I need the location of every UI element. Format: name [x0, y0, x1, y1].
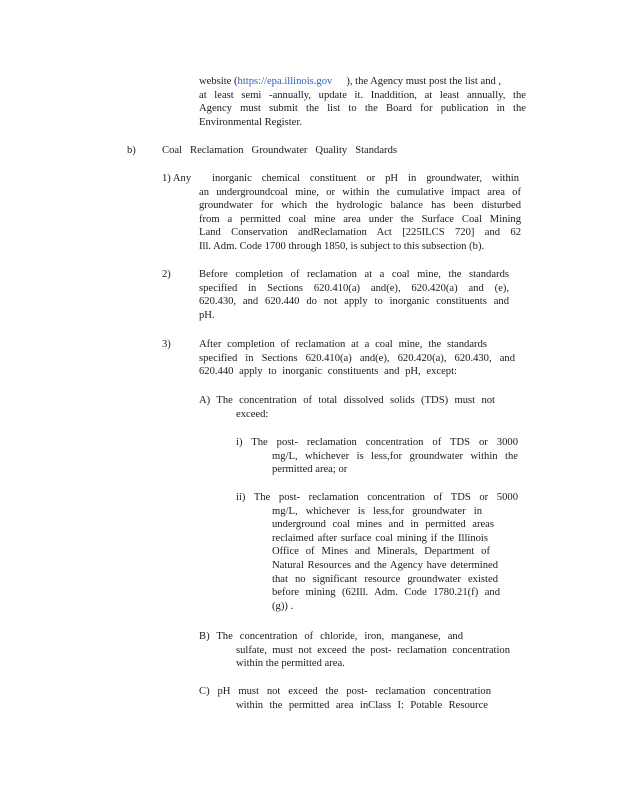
item-3-line: After completion of reclamation at a coal mine, the standards	[199, 339, 487, 350]
item-a-ii-line: (g)) .	[272, 600, 294, 612]
item-a-line: exceed:	[236, 408, 269, 420]
item-a-ii-line: reclaimed after surface coal mining if the Illinois	[272, 532, 488, 544]
item-a-i-line: permitted area; or	[272, 464, 348, 476]
item-a-i-text	[236, 436, 518, 450]
item-a-ii-first-line: ii) The post- reclamation concentration of TDS or 5000	[236, 492, 518, 503]
item-2-line: 620.430, and 620.440 do not apply to inorganic constituents and	[199, 296, 509, 308]
intro-line: Environmental Register.	[199, 116, 302, 128]
item-b-continuation	[236, 644, 510, 671]
item-a-ii-text	[236, 491, 518, 505]
item-a-ii-line: mg/L, whichever is less,for groundwater in	[272, 505, 482, 517]
item-1-line: inorganic chemical constituent or pH in groundwater, within	[212, 173, 519, 184]
section-b-marker: b)	[127, 145, 136, 156]
item-3-marker: 3)	[162, 339, 171, 350]
item-1-line: groundwater for which the hydrologic balance has been disturbed	[199, 200, 521, 212]
item-b-first-line: B) The concentration of chloride, iron, manganese, and	[199, 631, 463, 642]
intro-text: ), the Agency must post the list and ,	[346, 76, 502, 87]
item-3-text	[199, 338, 515, 379]
item-a-first-line: A) The concentration of total dissolved solids (TDS) must not	[199, 395, 495, 406]
item-c-continuation	[236, 699, 488, 713]
intro-paragraph	[199, 75, 526, 129]
intro-line: Agency must submit the list to the Board for publication in the	[199, 103, 526, 115]
epa-website-link[interactable]: https://epa.illinois.gov	[237, 76, 333, 87]
item-a-ii-line: Office of Mines and Minerals, Department of	[272, 546, 490, 558]
intro-line-1	[199, 75, 526, 89]
item-b-text	[199, 630, 463, 644]
item-1-line: an undergroundcoal mine, or within the cumulative impact area of	[199, 186, 521, 198]
item-2-line: Before completion of reclamation at a coal mine, the standards	[199, 269, 509, 280]
item-b-line: within the permitted area.	[236, 658, 345, 670]
item-1-line: Ill. Adm. Code 1700 through 1850, is subject to this subsection (b).	[199, 240, 485, 252]
item-3-line: specified in Sections 620.410(a) and(e), 620.420(a), 620.430, and	[199, 352, 515, 364]
item-a-ii-line: Natural Resources and the Agency have determined	[272, 559, 498, 571]
item-2-line: pH.	[199, 309, 215, 321]
item-3-line: 620.440 apply to inorganic constituents and pH, except:	[199, 366, 457, 378]
section-b-heading-text: Coal Reclamation Groundwater Quality Standards	[162, 145, 397, 156]
item-a-text	[199, 394, 495, 408]
item-a-ii-line: before mining (62Ill. Adm. Code 1780.21(f) and	[272, 587, 500, 599]
item-1-marker: 1) Any	[162, 173, 192, 184]
intro-line: at least semi -annually, update it. Inaddition, at least annually, the	[199, 89, 526, 101]
item-c-line: within the permitted area inClass I: Potable Resource	[236, 699, 488, 711]
item-2-marker: 2)	[162, 269, 171, 280]
item-2-text	[199, 268, 509, 322]
item-1-line: Land Conservation andReclamation Act [225ILCS 720] and 62	[199, 227, 521, 239]
item-a-ii-line: that no significant resource groundwater existed	[272, 573, 498, 585]
item-a-i-line: mg/L, whichever is less,for groundwater within the	[272, 450, 518, 462]
item-a-ii-continuation	[272, 505, 500, 614]
section-b-heading	[162, 144, 397, 158]
item-a-continuation	[236, 408, 296, 422]
item-2-line: specified in Sections 620.410(a) and(e), 620.420(a) and (e),	[199, 282, 509, 294]
item-a-i-first-line: i) The post- reclamation concentration of TDS or 3000	[236, 437, 518, 448]
item-c-first-line: C) pH must not exceed the post- reclamation concentration	[199, 686, 491, 697]
item-a-i-continuation	[272, 450, 518, 477]
intro-prefix: website (	[199, 76, 238, 87]
item-a-ii-line: underground coal mines and in permitted areas	[272, 519, 494, 531]
item-1-text	[199, 172, 519, 186]
item-c-text	[199, 685, 491, 699]
item-1-continuation	[199, 186, 521, 254]
item-1-line: from a permitted coal mine area under the Surface Coal Mining	[199, 213, 521, 225]
item-b-line: sulfate, must not exceed the post- reclamation concentration	[236, 644, 510, 656]
